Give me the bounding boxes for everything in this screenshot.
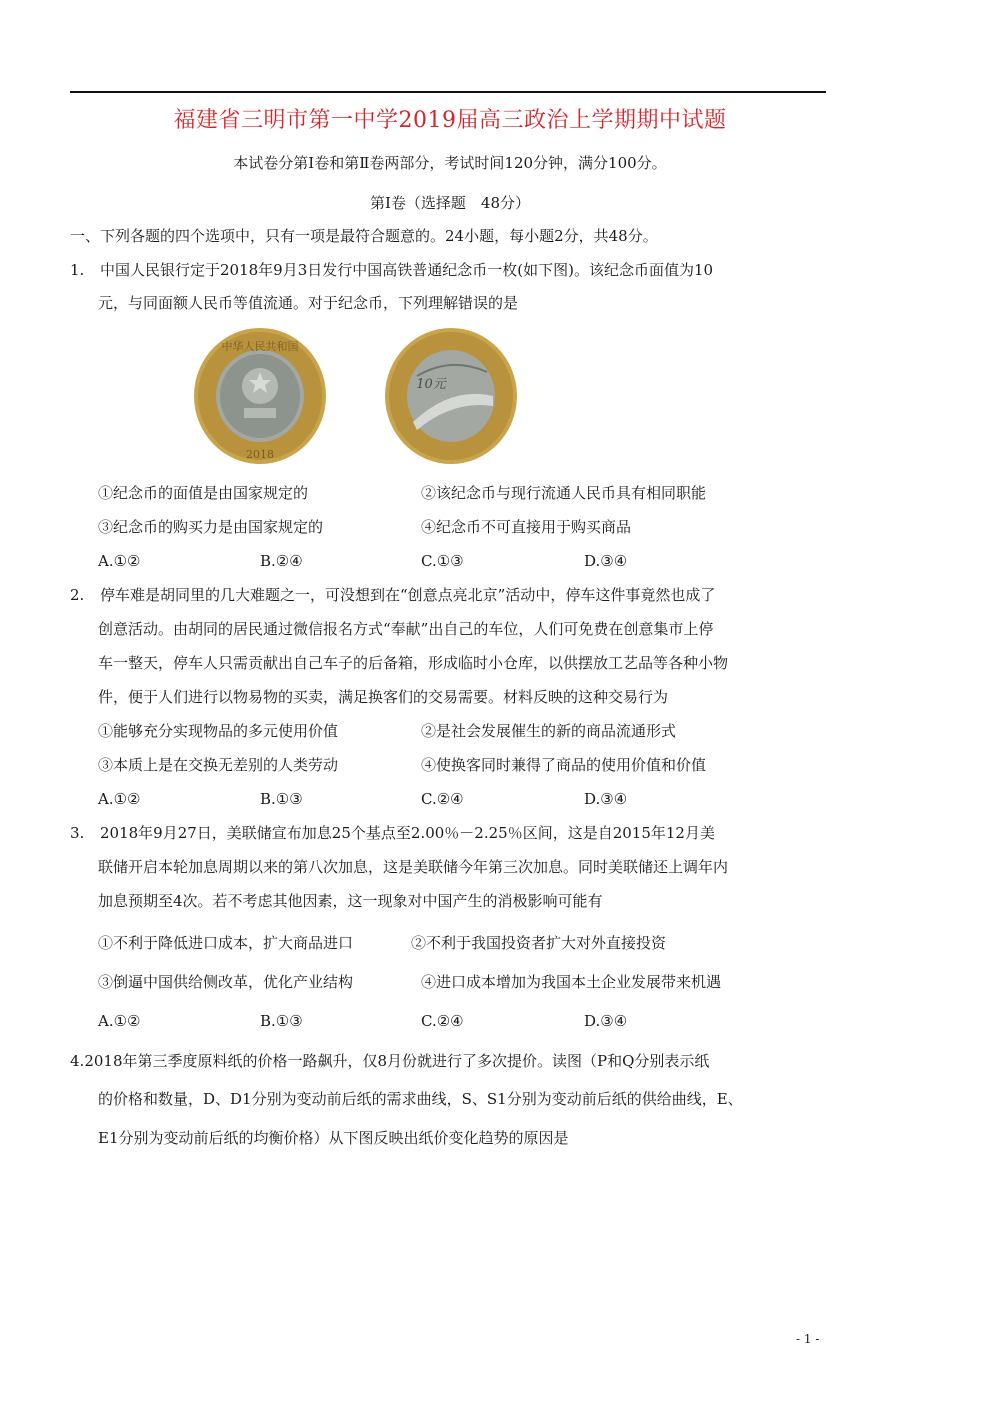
question-line: 件，便于人们进行以物易物的买卖，满足换客们的交易需要。材料反映的这种交易行为 [98, 688, 669, 706]
question-1 [70, 260, 713, 280]
question-number: 4. [70, 1052, 85, 1070]
choice-a[interactable]: A.①② [98, 1012, 141, 1030]
question-line: 2018年第三季度原料纸的价格一路飙升，仅8月份就进行了多次提价。读图（P和Q分别表示纸 [84, 1052, 710, 1070]
choice-a[interactable]: A.①② [98, 552, 141, 570]
header-rule [70, 91, 826, 93]
question-4 [70, 1051, 709, 1071]
statement-4: ④纪念币不可直接用于购买商品 [421, 518, 632, 536]
choice-a[interactable]: A.①② [98, 790, 141, 808]
choice-b[interactable]: B.①③ [260, 1012, 303, 1030]
question-number: 1. [70, 261, 85, 279]
coin-year: 2018 [246, 448, 274, 461]
choice-c[interactable]: C.②④ [421, 1012, 464, 1030]
choice-b[interactable]: B.②④ [260, 552, 303, 570]
question-line: E1分别为变动前后纸的均衡价格）从下图反映出纸价变化趋势的原因是 [98, 1129, 569, 1147]
choice-b[interactable]: B.①③ [260, 790, 303, 808]
question-2 [70, 585, 715, 605]
statement-1: ①纪念币的面值是由国家规定的 [98, 484, 309, 502]
choice-d[interactable]: D.③④ [584, 552, 628, 570]
coin-front-text: 中华人民共和国 [221, 340, 299, 353]
statement-2: ②该纪念币与现行流通人民币具有相同职能 [421, 484, 707, 502]
statement-1: ①能够充分实现物品的多元使用价值 [98, 722, 339, 740]
coin-front-image [192, 326, 328, 466]
statement-2: ②是社会发展催生的新的商品流通形式 [421, 722, 677, 740]
statement-1: ①不利于降低进口成本，扩大商品进口 [98, 934, 354, 952]
choice-d[interactable]: D.③④ [584, 790, 628, 808]
exam-info: 本试卷分第Ⅰ卷和第Ⅱ卷两部分，考试时间120分钟，满分100分。 [233, 154, 667, 172]
choice-c[interactable]: C.②④ [421, 790, 464, 808]
question-3 [70, 823, 715, 843]
choice-c[interactable]: C.①③ [421, 552, 464, 570]
statement-3: ③纪念币的购买力是由国家规定的 [98, 518, 324, 536]
question-line: 元，与同面额人民币等值流通。对于纪念币，下列理解错误的是 [98, 294, 519, 312]
question-line: 车一整天，停车人只需贡献出自己车子的后备箱，形成临时小仓库，以供摆放工艺品等各种小物 [98, 654, 729, 672]
question-line: 创意活动。由胡同的居民通过微信报名方式“奉献”出自己的车位，人们可免费在创意集市上停 [98, 620, 714, 638]
statement-3: ③本质上是在交换无差别的人类劳动 [98, 756, 339, 774]
question-number: 2. [70, 586, 85, 604]
instruction-text: 一、下列各题的四个选项中，只有一项是最符合题意的。24小题，每小题2分，共48分。 [70, 227, 658, 245]
statement-2: ②不利于我国投资者扩大对外直接投资 [411, 934, 667, 952]
coin-back-image [383, 326, 519, 466]
question-line: 2018年9月27日，美联储宣布加息25个基点至2.00％－2.25％区间，这是自2015年12月美 [100, 824, 715, 842]
statement-4: ④使换客同时兼得了商品的使用价值和价值 [421, 756, 707, 774]
question-line: 中国人民银行定于2018年9月3日发行中国高铁普通纪念币一枚(如下图)。该纪念币面值为10 [100, 261, 714, 279]
question-line: 停车难是胡同里的几大难题之一，可没想到在“创意点亮北京”活动中，停车这件事竟然也成了 [100, 586, 716, 604]
statement-4: ④进口成本增加为我国本土企业发展带来机遇 [421, 973, 722, 991]
question-number: 3. [70, 824, 85, 842]
page-number: - 1 - [796, 1332, 820, 1346]
question-line: 联储开启本轮加息周期以来的第八次加息，这是美联储今年第三次加息。同时美联储还上调年内 [98, 858, 729, 876]
statement-3: ③倒逼中国供给侧改革，优化产业结构 [98, 973, 354, 991]
page-title: 福建省三明市第一中学2019届高三政治上学期期中试题 [173, 108, 727, 133]
question-line: 加息预期至4次。若不考虑其他因素，这一现象对中国产生的消极影响可能有 [98, 892, 603, 910]
question-line: 的价格和数量，D、D1分别为变动前后纸的需求曲线，S、S1分别为变动前后纸的供给曲线，E、 [98, 1090, 743, 1108]
coin-value: 10元 [416, 377, 446, 392]
choice-d[interactable]: D.③④ [584, 1012, 628, 1030]
section-heading: 第Ⅰ卷（选择题 48分） [369, 194, 530, 212]
emblem-base-icon [244, 408, 276, 418]
